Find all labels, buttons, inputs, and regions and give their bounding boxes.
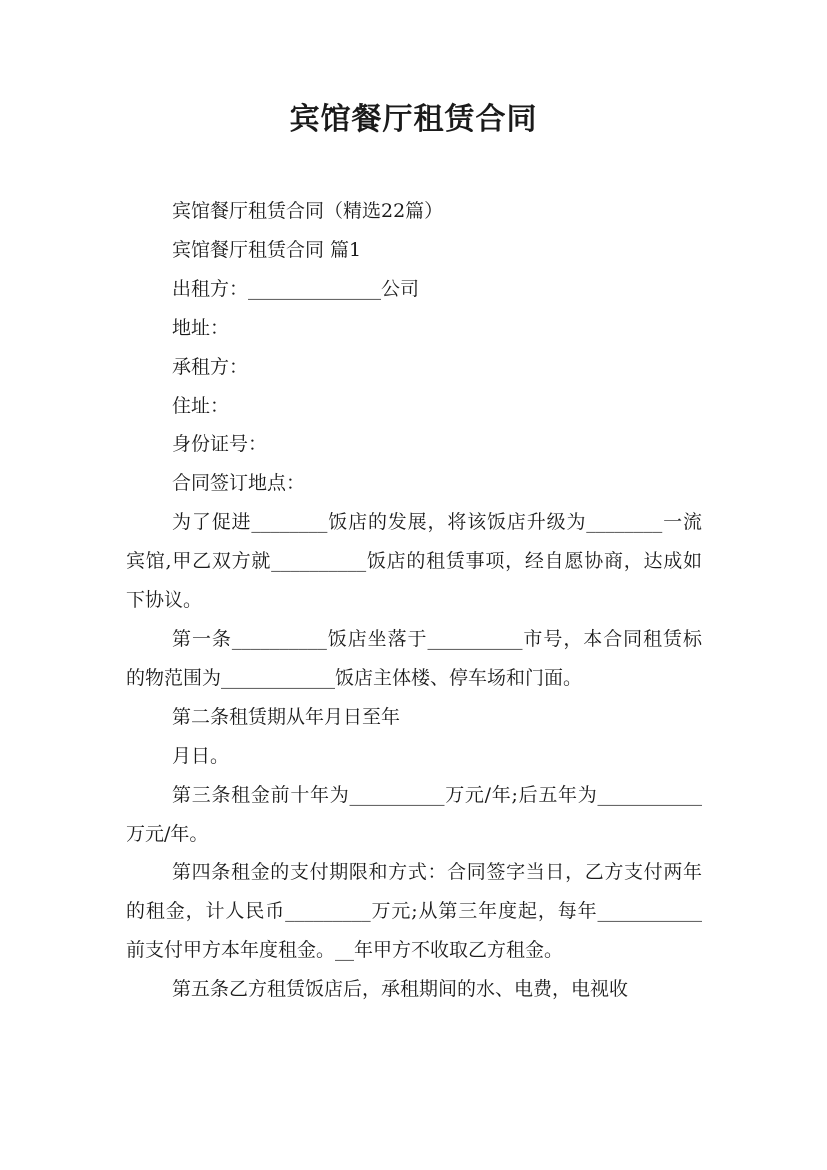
document-title: 宾馆餐厅租赁合同 [289,102,538,137]
document-body [126,192,702,1009]
paragraph-section-heading: 宾馆餐厅租赁合同 篇1 [172,238,362,261]
paragraph-article-5: 第五条乙方租赁饭店后，承租期间的水、电费，电视收 [172,978,629,1001]
paragraph-article-3: 第三条租金前十年为__________万元/年;后五年为___________万元/年。 [126,783,702,845]
paragraph-article-4: 第四条租金的支付期限和方式：合同签字当日，乙方支付两年的租金，计人民币_________万元;从第三年度起，每年___________前支付甲方本年度租金。__年甲方不收取乙方租金。 [126,861,702,962]
paragraph-address: 地址： [172,316,230,339]
paragraph-id-number: 身份证号： [172,433,268,456]
paragraph-article-2-cont: 月日。 [172,744,230,767]
paragraph-signing-place: 合同签订地点： [172,472,306,495]
paragraph-residence: 住址： [172,394,230,417]
paragraph-preamble: 为了促进________饭店的发展，将该饭店升级为________一流宾馆,甲乙双方就__________饭店的租赁事项，经自愿协商，达成如下协议。 [126,511,702,612]
paragraph-article-1: 第一条__________饭店坐落于__________市号，本合同租赁标的物范围为____________饭店主体楼、停车场和门面。 [126,627,702,689]
paragraph-lessor: 出租方：______________公司 [172,277,420,300]
paragraph-lessee: 承租方： [172,355,249,378]
paragraph-article-2: 第二条租赁期从年月日至年 [172,705,401,728]
paragraph-subtitle: 宾馆餐厅租赁合同（精选22篇） [172,200,444,222]
